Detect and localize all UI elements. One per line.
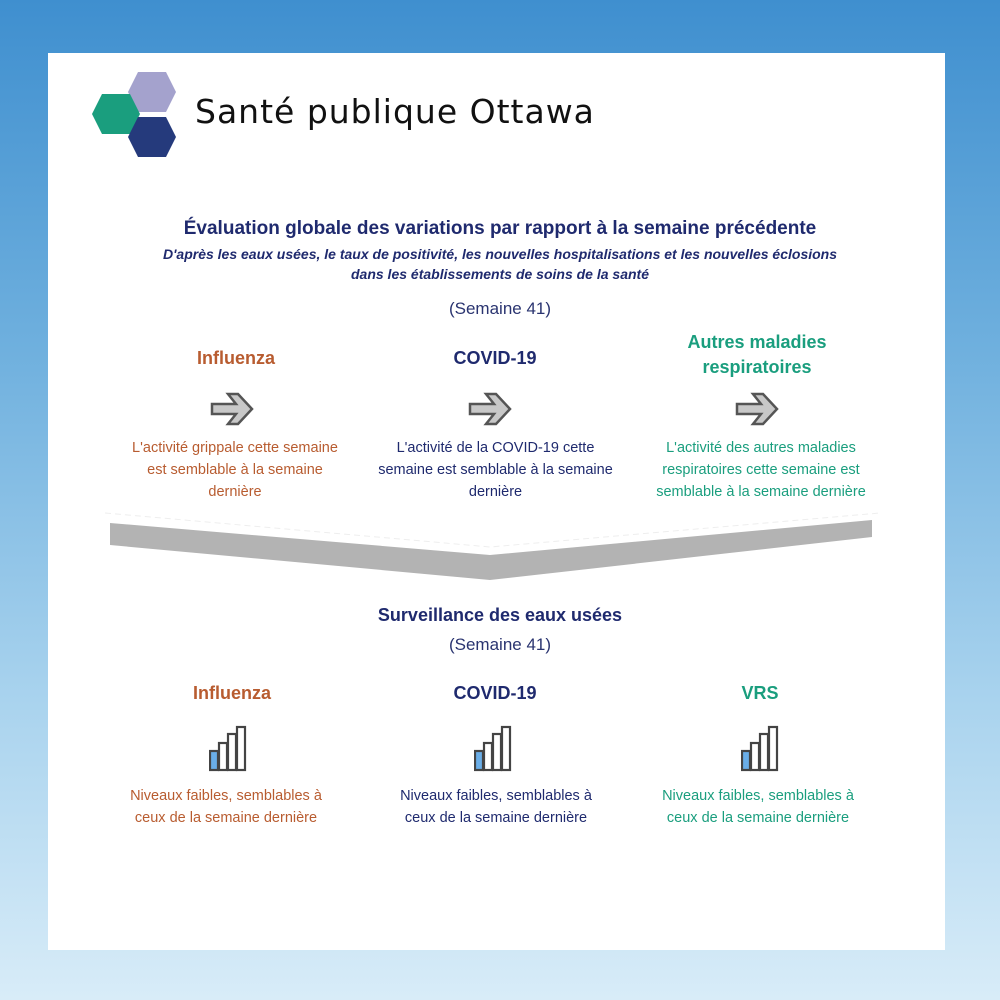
overall-text-influenza: L'activité grippale cette semaine est semblable à la semaine dernière <box>132 440 338 500</box>
overall-text-covid: L'activité de la COVID-19 cette semaine est semblable à la semaine dernière <box>378 440 613 500</box>
signal-bars-low-icon <box>209 725 249 773</box>
overall-subtitle-1: D'après les eaux usées, le taux de positivité, les nouvelles hospitalisations et les nouvelles éclosions <box>162 246 838 262</box>
wastewater-heading-vrs: VRS <box>741 683 779 703</box>
arrow-right-icon <box>735 390 781 428</box>
overall-title: Évaluation globale des variations par rapport à la semaine précédente <box>183 218 817 239</box>
wastewater-heading-influenza: Influenza <box>192 683 271 703</box>
column-heading: COVID-19 <box>453 348 537 368</box>
wastewater-heading-covid: COVID-19 <box>453 683 537 703</box>
brand-name: Santé publique Ottawa <box>195 92 595 131</box>
arrow-right-icon <box>468 390 514 428</box>
wastewater-text-influenza: Niveaux faibles, semblables à ceux de la semaine dernière <box>130 788 322 826</box>
wastewater-text-vrs: Niveaux faibles, semblables à ceux de la semaine dernière <box>662 788 854 826</box>
wastewater-week: (Semaine 41) <box>448 635 552 654</box>
overall-col-other <box>647 330 867 380</box>
column-heading: Influenza <box>196 348 275 368</box>
logo-hexagons-icon <box>90 70 180 160</box>
signal-bars-low-icon <box>741 725 781 773</box>
chevron-down-divider <box>105 505 885 585</box>
column-heading: Autres maladies respiratoires <box>687 332 827 377</box>
overall-text-other: L'activité des autres maladies respiratoires cette semaine est semblable à la semaine dernière <box>656 440 866 500</box>
overall-week: (Semaine 41) <box>448 299 552 318</box>
arrow-right-icon <box>210 390 256 428</box>
wastewater-title: Surveillance des eaux usées <box>377 605 623 625</box>
wastewater-text-covid: Niveaux faibles, semblables à ceux de la semaine dernière <box>400 788 592 826</box>
overall-subtitle-2: dans les établissements de soins de la santé <box>350 266 649 282</box>
signal-bars-low-icon <box>474 725 514 773</box>
